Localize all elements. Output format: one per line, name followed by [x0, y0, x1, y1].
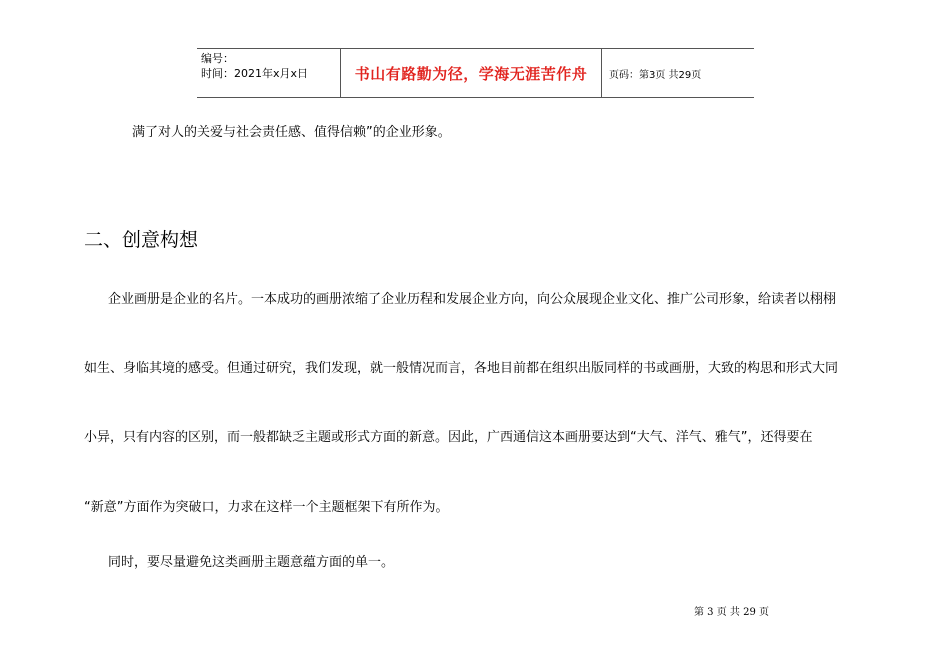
paragraph-line: 企业画册是企业的名片。一本成功的画册浓缩了企业历程和发展企业方向，向公众展现企业文化、推广公司形象，给读者以栩栩	[108, 292, 837, 307]
header-page-cell	[602, 49, 754, 97]
section-heading: 二、创意构想	[84, 229, 199, 251]
header-page-code: 页码：第3页 共29页	[609, 69, 702, 81]
paragraph-line: 同时，要尽量避免这类画册主题意蕴方面的单一。	[108, 555, 395, 570]
page-footer: 第 3 页 共 29 页	[694, 607, 769, 618]
document-number-label: 编号：	[201, 52, 234, 65]
paragraph-line: 小异，只有内容的区别，而一般都缺乏主题或形式方面的新意。因此，广西通信这本画册要达到“大气、洋气、雅气”，还得要在	[84, 430, 813, 445]
continued-paragraph-line: 满了对人的关爱与社会责任感、值得信赖”的企业形象。	[132, 125, 451, 140]
paragraph-line: “新意”方面作为突破口，力求在这样一个主题框架下有所作为。	[84, 500, 449, 515]
header-motto: 书山有路勤为径，学海无涯苦作舟	[354, 64, 588, 83]
paragraph-line: 如生、身临其境的感受。但通过研究，我们发现，就一般情况而言，各地目前都在组织出版同样的书或画册，大致的构思和形式大同	[84, 361, 839, 376]
header-motto-cell	[340, 49, 602, 97]
page-header	[197, 48, 754, 98]
document-date: 时间：2021年x月x日	[201, 67, 309, 80]
header-meta-cell	[197, 49, 340, 97]
